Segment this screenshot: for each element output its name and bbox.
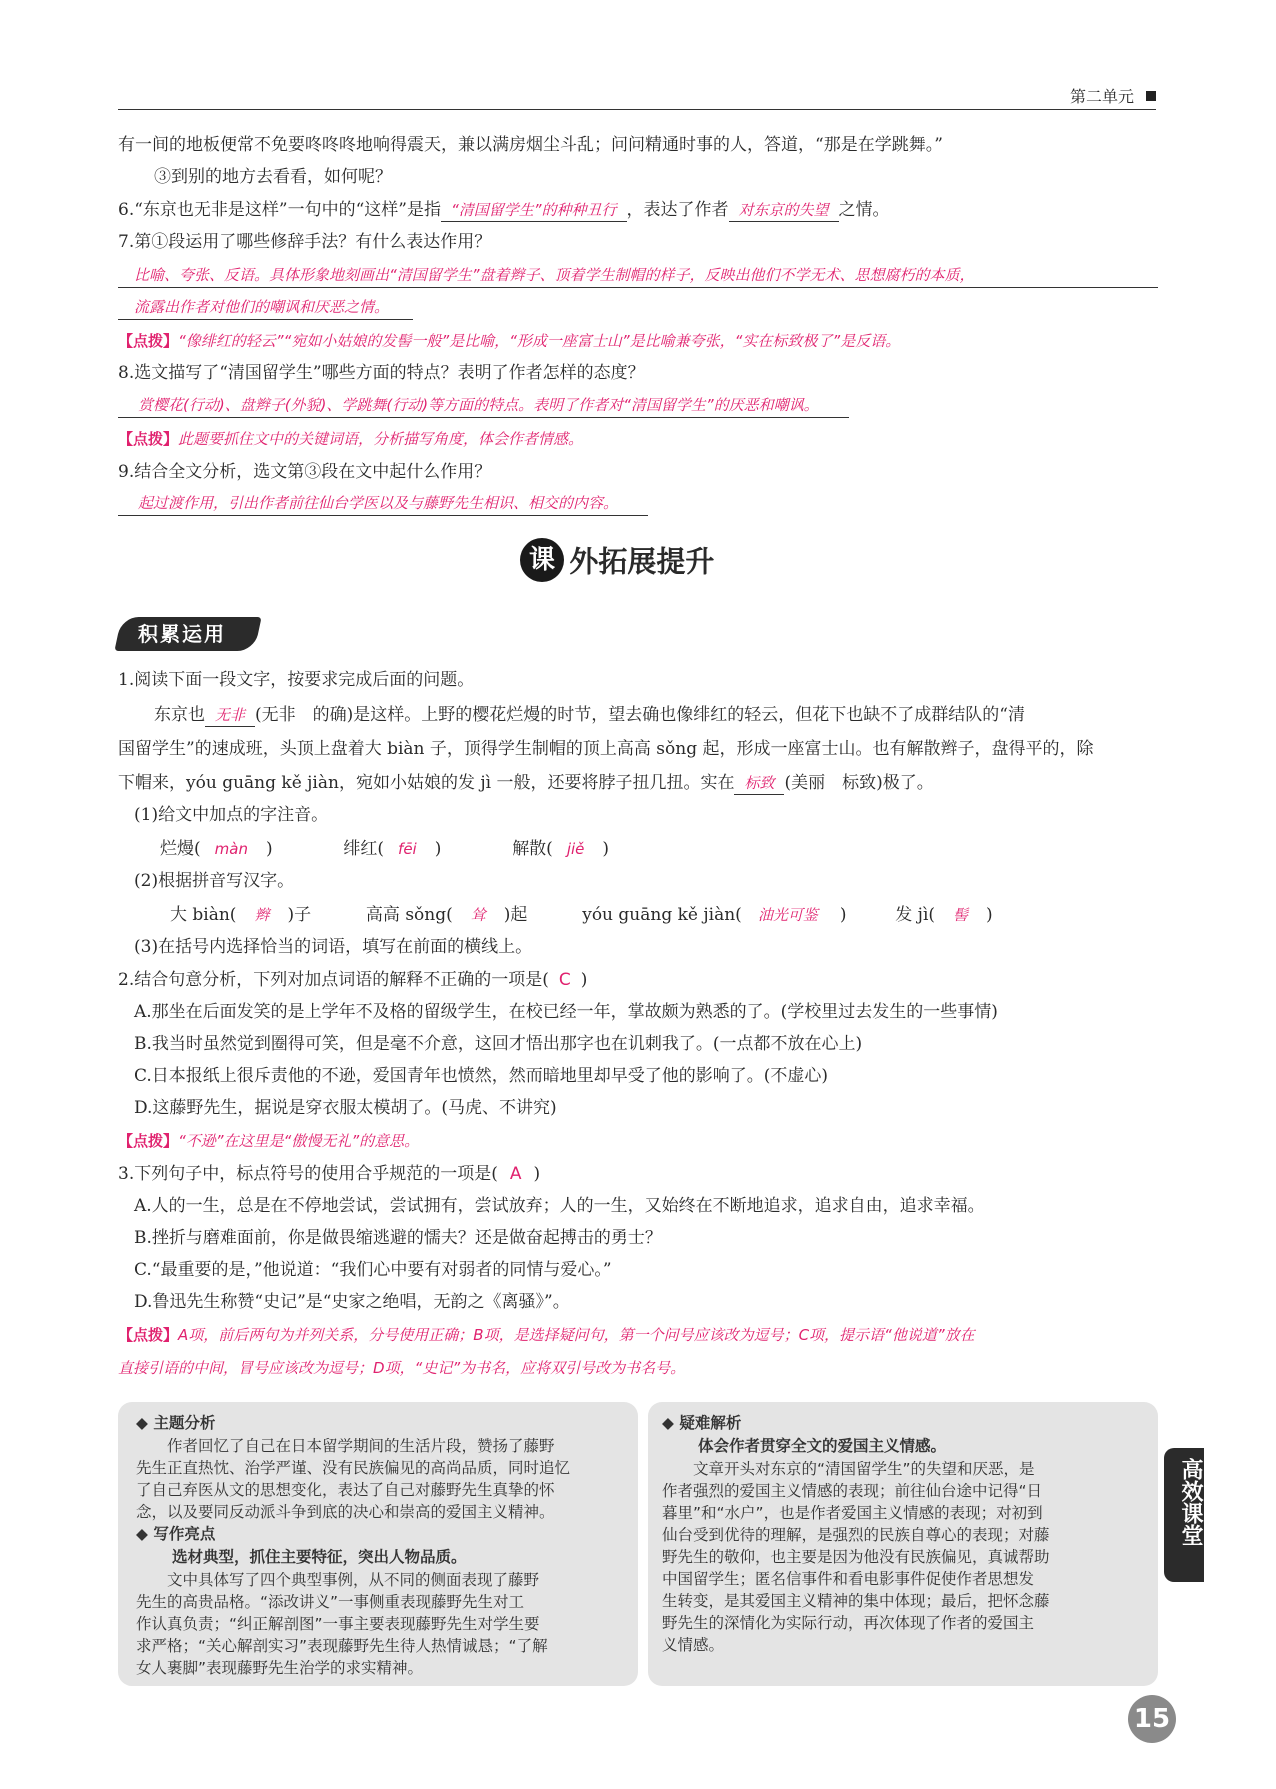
answer-7-line1: 比喻、夸张、反语。具体形象地刻画出“清国留学生”盘着辫子、顶着学生制帽的样子，反映出他们不学无术、思想腐朽的本质， [118, 262, 1158, 288]
answer-char-2: 耸 [470, 906, 486, 924]
passage-text: (无非 的确)是这样。上野的樱花烂熳的时节，望去确也像绯红的轻云，但花下也缺不了成群结队的“清 [255, 705, 1025, 725]
pinyin-3-end: ) [839, 905, 847, 925]
passage-line-3 [118, 770, 1156, 796]
section-tag [118, 617, 266, 651]
exercise-3-answer: A [509, 1164, 522, 1184]
pinyin-row-2 [118, 902, 1156, 928]
theme-analysis-box [118, 1402, 638, 1686]
box-line: 了自己弃医从文的思想变化，表达了自己对藤野先生真挚的怀 [136, 1481, 555, 1499]
hint-8 [118, 426, 1156, 452]
hint-e2 [118, 1128, 1156, 1154]
answer-word-1: màn [214, 840, 248, 858]
exercise-2 [118, 967, 1156, 993]
box-line: 作者强烈的爱国主义情感的表现；前往仙台途中记得“日 [662, 1482, 1043, 1500]
question-6-mid: ，表达了作者 [626, 200, 729, 220]
square-icon [1146, 91, 1156, 101]
pinyin-1: 大 biàn( [170, 905, 237, 925]
word-1: 烂熳( [160, 839, 201, 859]
box-subheading: 选材典型，抓住主要特征，突出人物品质。 [172, 1548, 467, 1566]
paren-close: ) [533, 1164, 541, 1184]
hint-label: 【点拨】 [118, 430, 179, 448]
box-line: 先生正直热忱、治学严谨、没有民族偏见的高尚品质，同时追忆 [136, 1459, 571, 1477]
hint-e3-line2: 直接引语的中间，冒号应该改为逗号；D项，“史记”为书名，应将双引号改为书名号。 [118, 1359, 686, 1377]
hint-label: 【点拨】 [118, 1132, 179, 1150]
pinyin-2: 高高 sǒng( [365, 905, 453, 925]
exercise-3 [118, 1161, 1156, 1187]
option-3c: C.“最重要的是，”他说道：“我们心中要有对弱者的同情与爱心。” [134, 1260, 612, 1280]
paren-close: ) [580, 970, 588, 990]
word-2: 绯红( [343, 839, 385, 859]
box-heading-theme: ◆ 主题分析 [136, 1414, 216, 1432]
passage-answer-2: 标致 [734, 772, 784, 795]
exercise-1: 1.阅读下面一段文字，按要求完成后面的问题。 [118, 670, 475, 690]
box-line: 先生的高贵品格。“添改讲义”一事侧重表现藤野先生对工 [136, 1593, 525, 1611]
option-2b: B.我当时虽然觉到圈得可笑，但是毫不介意，这回才悟出那字也在讥刺我了。(一点都不放在心上) [134, 1034, 863, 1054]
box-paragraph [136, 1435, 620, 1523]
option-2d: D.这藤野先生，据说是穿衣服太模胡了。(马虎、不讲究) [134, 1098, 557, 1118]
exercise-2-answer: C [558, 970, 571, 990]
option-2c: C.日本报纸上很斥责他的不逊，爱国青年也愤然，然而暗地里却早受了他的影响了。(不虚心) [134, 1066, 829, 1086]
answer-7-line2: 流露出作者对他们的嘲讽和厌恶之情。 [118, 294, 413, 320]
box-line: 作者回忆了自己在日本留学期间的生活片段，赞扬了藤野 [136, 1437, 555, 1455]
pinyin-row-1 [118, 836, 1156, 862]
pinyin-4: 发 jì( [895, 905, 936, 925]
page-number [1128, 1695, 1176, 1743]
hint-8-text: 此题要抓住文中的关键词语，分析描写角度，体会作者情感。 [178, 430, 584, 448]
page-header [118, 84, 1156, 110]
question-6 [118, 197, 1156, 223]
text-continuation: 有一间的地板便常不免要咚咚咚地响得震天，兼以满房烟尘斗乱；问问精通时事的人，答道，“那是在学跳舞。” [118, 135, 943, 155]
passage-text: 下帽来，yóu guāng kě jiàn，宛如小姑娘的发 jì 一般，还要将脖子扭几扭。实在 [118, 773, 735, 793]
answer-word-3: jiě [566, 840, 585, 858]
answer-9: 起过渡作用，引出作者前往仙台学医以及与藤野先生相识、相交的内容。 [118, 490, 648, 516]
subquestion-2: (2)根据拼音写汉字。 [134, 871, 295, 891]
passage-answer-1: 无非 [205, 704, 255, 727]
exercise-2-text: 2.结合句意分析，下列对加点词语的解释不正确的一项是( [118, 970, 549, 990]
hint-e3-text-1: A项，前后两句为并列关系，分号使用正确；B项，是选择疑问句，第一个问号应该改为逗号；C项，提示语“他说道”放在 [178, 1326, 975, 1344]
answer-char-4: 髻 [953, 906, 969, 924]
hint-7 [118, 328, 1156, 354]
question-6-text: 6.“东京也无非是这样”一句中的“这样”是指 [118, 200, 441, 220]
question-9: 9.结合全文分析，选文第③段在文中起什么作用？ [118, 462, 492, 482]
box-line: 中国留学生；匿名信事件和看电影事件促使作者思想发 [662, 1570, 1035, 1588]
pinyin-1-end: )子 [287, 905, 312, 925]
list-item-3: ③到别的地方去看看，如何呢？ [154, 167, 392, 187]
question-6-end: 之情。 [838, 200, 890, 220]
answer-6b: 对东京的失望 [729, 199, 839, 222]
option-3d: D.鲁迅先生称赞“史记”是“史家之绝唱，无韵之《离骚》”。 [134, 1292, 570, 1312]
section-tag-label: 积累运用 [138, 622, 226, 646]
pinyin-4-end: ) [986, 905, 993, 925]
hint-e2-text: “不逊”在这里是“傲慢无礼”的意思。 [178, 1132, 420, 1150]
paren-close: ) [265, 839, 273, 859]
option-3a: A.人的一生，总是在不停地尝试，尝试拥有，尝试放弃；人的一生，又始终在不断地追求，追求自由，追求幸福。 [134, 1196, 985, 1216]
hint-e3-line1 [118, 1322, 1156, 1348]
box-heading-writing: ◆ 写作亮点 [136, 1525, 216, 1543]
paren-close: ) [434, 839, 442, 859]
option-3b: B.挫折与磨难面前，你是做畏缩逃避的懦夫？还是做奋起搏击的勇士？ [134, 1228, 662, 1248]
answer-char-3: 油光可鉴 [757, 906, 818, 924]
pinyin-2-end: )起 [503, 905, 528, 925]
box-line: 念，以及要同反动派斗争到底的决心和崇高的爱国主义精神。 [136, 1503, 555, 1521]
answer-char-1: 辫 [254, 906, 270, 924]
unit-label: 第二单元 [1069, 87, 1134, 106]
hint-label: 【点拨】 [118, 332, 179, 350]
box-line: 义情感。 [662, 1636, 725, 1654]
subquestion-3: (3)在括号内选择恰当的词语，填写在前面的横线上。 [134, 937, 533, 957]
hint-7-text: “像绯红的轻云”“宛如小姑娘的发髻一般”是比喻，“形成一座富士山”是比喻兼夸张，“实在标致极了”是反语。 [178, 332, 901, 350]
word-3: 解散( [512, 839, 553, 859]
box-paragraph [136, 1569, 620, 1679]
box-heading-difficulty: ◆ 疑难解析 [662, 1414, 742, 1432]
option-2a: A.那坐在后面发笑的是上学年不及格的留级学生，在校已经一年，掌故颇为熟悉的了。(学校里过去发生的一些事情) [134, 1002, 998, 1022]
box-line: 仙台受到优待的理解，是强烈的民族自尊心的表现；对藤 [662, 1526, 1050, 1544]
page-number-text: 15 [1133, 1704, 1171, 1734]
answer-word-2: fēi [398, 840, 417, 858]
answer-8: 赏樱花(行动)、盘辫子(外貌)、学跳舞(行动)等方面的特点。表明了作者对“清国留学生”的厌恶和嘲讽。 [118, 392, 849, 418]
question-8: 8.选文描写了“清国留学生”哪些方面的特点？表明了作者怎样的态度？ [118, 363, 645, 383]
exercise-3-text: 3.下列句子中，标点符号的使用合乎规范的一项是( [118, 1164, 498, 1184]
passage-text: 东京也 [154, 705, 205, 725]
difficulty-analysis-box [648, 1402, 1158, 1686]
box-line: 女人裹脚”表现藤野先生治学的求实精神。 [136, 1659, 424, 1677]
section-title-text: 外拓展提升 [569, 544, 715, 579]
side-tab-label: 高效课堂 [1178, 1458, 1203, 1546]
section-title [520, 538, 714, 584]
box-line: 文中具体写了四个典型事例，从不同的侧面表现了藤野 [136, 1571, 540, 1589]
box-line: 暮里”和“水户”，也是作者爱国主义情感的表现；对初到 [662, 1504, 1043, 1522]
box-line: 文章开头对东京的“清国留学生”的失望和厌恶，是 [662, 1460, 1035, 1478]
hint-label: 【点拨】 [118, 1326, 179, 1344]
passage-line-1 [118, 702, 1156, 728]
box-subheading: 体会作者贯穿全文的爱国主义情感。 [698, 1437, 947, 1455]
side-tab [1164, 1448, 1204, 1582]
box-line: 生转变，是其爱国主义精神的集中体现；最后，把怀念藤 [662, 1592, 1050, 1610]
box-line: 野先生的深情化为实际行动，再次体现了作者的爱国主 [662, 1614, 1035, 1632]
passage-text: (美丽 标致)极了。 [784, 773, 934, 793]
box-paragraph [662, 1458, 1140, 1656]
box-line: 作认真负责；“纠正解剖图”一事主要表现藤野先生对学生要 [136, 1615, 540, 1633]
pinyin-3: yóu guāng kě jiàn( [582, 905, 742, 925]
passage-line-2: 国留学生”的速成班，头顶上盘着大 biàn 子，顶得学生制帽的顶上高高 sǒng 起，形成一座富士山。也有解散辫子，盘得平的，除 [118, 739, 1094, 759]
section-badge: 课 [520, 538, 564, 582]
subquestion-1: (1)给文中加点的字注音。 [134, 805, 329, 825]
box-line: 求严格；“关心解剖实习”表现藤野先生待人热情诚恳；“了解 [136, 1637, 548, 1655]
question-7: 7.第①段运用了哪些修辞手法？有什么表达作用？ [118, 232, 492, 252]
answer-6a: “清国留学生”的种种丑行 [441, 199, 627, 222]
box-line: 野先生的敬仰，也主要是因为他没有民族偏见，真诚帮助 [662, 1548, 1050, 1566]
paren-close: ) [602, 839, 610, 859]
